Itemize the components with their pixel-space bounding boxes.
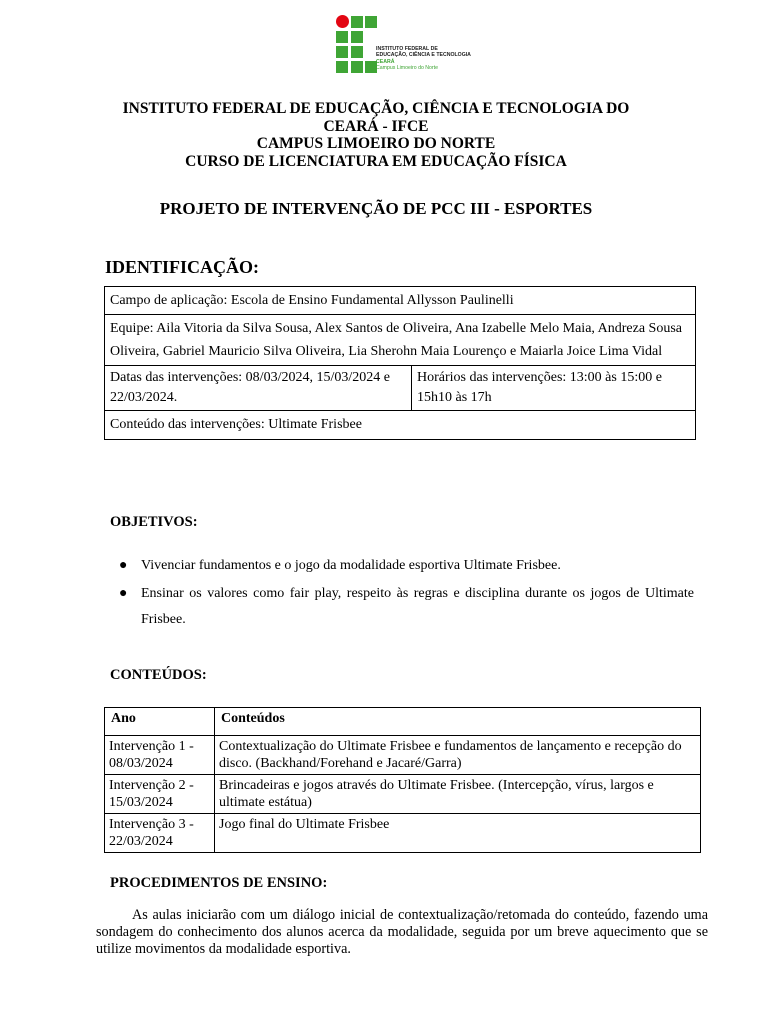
logo-square-icon (336, 46, 348, 58)
list-item (114, 553, 694, 579)
logo-line: EDUCAÇÃO, CIÊNCIA E TECNOLOGIA (376, 52, 471, 59)
logo-square-icon (336, 31, 348, 43)
table-row (105, 775, 701, 814)
objetivos-list (114, 553, 694, 635)
list-item (114, 581, 694, 633)
identificacao-heading: IDENTIFICAÇÃO: (105, 257, 260, 277)
project-title: PROJETO DE INTERVENÇÃO DE PCC III - ESPORTES (159, 199, 593, 218)
logo-square-icon (351, 16, 363, 28)
equipe-cell: Equipe: Aila Vitoria da Silva Sousa, Alex Santos de Oliveira, Ana Izabelle Melo Maia, Andreza Sousa Oliveira, Gabriel Mauricio Silva Oliveira, Lia Sherohn Maia Lourenço e Maiarla Joice Lima Vidal (105, 315, 696, 366)
datas-cell: Datas das intervenções: 08/03/2024, 15/03/2024 e 22/03/2024. (105, 366, 412, 411)
logo-line: CEARÁ (376, 58, 395, 65)
horarios-cell: Horários das intervenções: 13:00 às 15:00 e 15h10 às 17h (412, 366, 696, 411)
conteudo-cell: Brincadeiras e jogos através do Ultimate Frisbee. (Intercepção, vírus, largos e ultimate estátua) (215, 775, 701, 814)
logo-square-icon (365, 16, 377, 28)
ano-cell: Intervenção 1 - 08/03/2024 (105, 736, 215, 775)
logo-text (376, 46, 476, 71)
conteudo-cell: Contextualização do Ultimate Frisbee e fundamentos de lançamento e recepção do disco. (Backhand/Forehand e Jacaré/Garra) (215, 736, 701, 775)
header-line: CEARÁ - IFCE (323, 117, 429, 135)
table-row (105, 315, 696, 366)
table-row (105, 736, 701, 775)
institution-logo (334, 14, 474, 78)
header-line: INSTITUTO FEDERAL DE EDUCAÇÃO, CIÊNCIA E TECNOLOGIA DO (122, 100, 630, 117)
table-row (105, 287, 696, 315)
conteudos-heading: CONTEÚDOS: (110, 667, 207, 683)
list-item-text: Ensinar os valores como fair play, respeito às regras e disciplina durante os jogos de Ultimate Frisbee. (141, 586, 694, 627)
identificacao-table (104, 286, 696, 440)
logo-square-icon (351, 31, 363, 43)
campo-cell: Campo de aplicação: Escola de Ensino Fundamental Allysson Paulinelli (105, 287, 696, 315)
logo-square-icon (351, 61, 363, 73)
procedimentos-paragraph: As aulas iniciarão com um diálogo inicial de contextualização/retomada do conteúdo, fazendo uma sondagem do conhecimento dos alunos acerca da modalidade, seguida por um breve aquecimento que se utilize movimentos da modalidade esportiva. (96, 907, 708, 957)
logo-square-icon (336, 61, 348, 73)
bullet-icon: ● (119, 558, 128, 573)
logo-line: Campus Limoeiro do Norte (376, 64, 438, 71)
logo-red-dot-icon (336, 15, 349, 28)
objetivos-heading: OBJETIVOS: (110, 514, 198, 530)
table-header-row (105, 708, 701, 736)
table-row (105, 814, 701, 853)
institution-header (96, 100, 656, 170)
ano-cell: Intervenção 3 - 22/03/2024 (105, 814, 215, 853)
table-row (105, 366, 696, 411)
list-item-text: Vivenciar fundamentos e o jogo da modalidade esportiva Ultimate Frisbee. (141, 558, 561, 573)
conteudos-table (104, 707, 701, 853)
conteudo-cell: Conteúdo das intervenções: Ultimate Frisbee (105, 411, 696, 440)
procedimentos-heading: PROCEDIMENTOS DE ENSINO: (110, 875, 328, 891)
column-header: Ano (105, 708, 215, 736)
conteudo-cell: Jogo final do Ultimate Frisbee (215, 814, 701, 853)
bullet-icon: ● (119, 586, 128, 601)
header-line: CAMPUS LIMOEIRO DO NORTE (256, 135, 496, 152)
logo-line: INSTITUTO FEDERAL DE (376, 46, 438, 52)
header-line: CURSO DE LICENCIATURA EM EDUCAÇÃO FÍSICA (185, 152, 567, 170)
table-row (105, 411, 696, 440)
logo-square-icon (351, 46, 363, 58)
ano-cell: Intervenção 2 - 15/03/2024 (105, 775, 215, 814)
column-header: Conteúdos (215, 708, 701, 736)
